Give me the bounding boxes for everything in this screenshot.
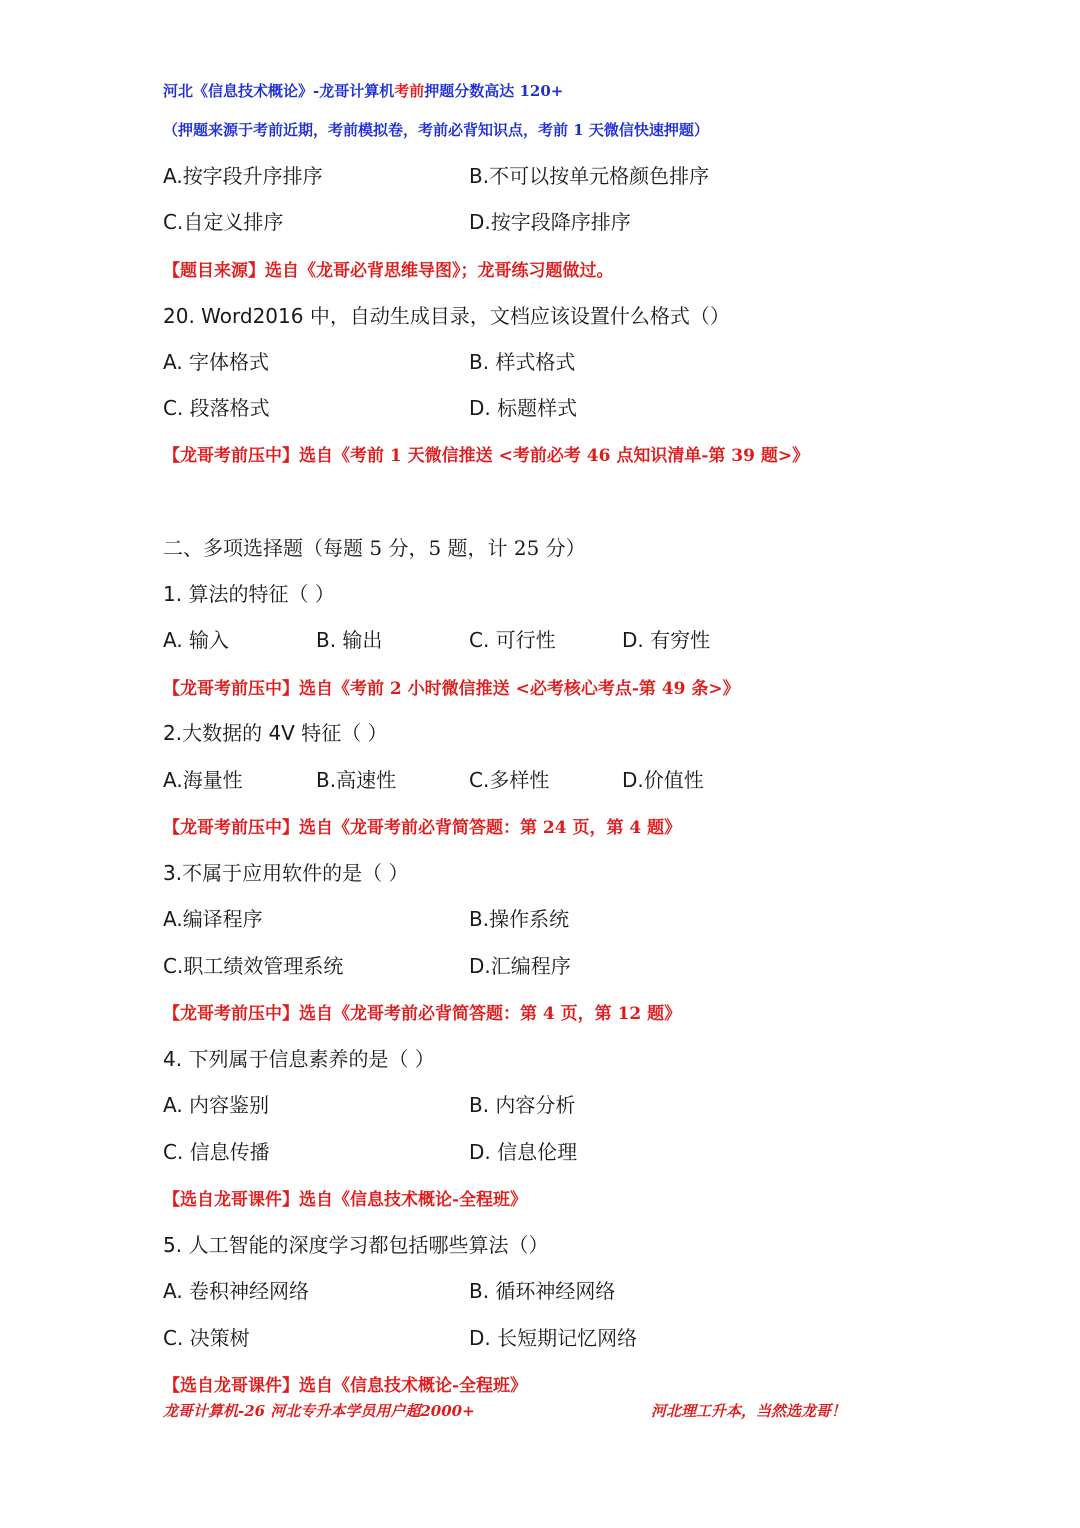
mc-q1-option-d: D. 有穷性: [622, 628, 711, 652]
mc-q3-options-row-2: [163, 950, 923, 980]
mc-q3-options-row-1: [163, 903, 923, 933]
mc-q2-question: 2.大数据的 4V 特征（ ）: [163, 721, 388, 745]
page-header-subtitle: （押题来源于考前近期，考前模拟卷，考前必背知识点，考前 1 天微信快速押题）: [163, 121, 709, 139]
mc-q3-option-a: A.编译程序: [163, 907, 263, 931]
q19-options-row-1: [163, 160, 923, 190]
q20-options-row-1: [163, 346, 923, 376]
mc-q4-option-c: C. 信息传播: [163, 1140, 270, 1164]
mc-q5-source-note: 【选自龙哥课件】选自《信息技术概论-全程班》: [163, 1376, 528, 1396]
header-title-part2: 考前: [394, 82, 425, 100]
header-title-part3: 押题分数高达 120+: [424, 82, 564, 100]
q20-options-row-2: [163, 392, 923, 422]
mc-q2-source-note: 【龙哥考前压中】选自《龙哥考前必背简答题：第 24 页，第 4 题》: [163, 818, 682, 838]
mc-q5-question: 5. 人工智能的深度学习都包括哪些算法（）: [163, 1233, 549, 1257]
q20-option-c: C. 段落格式: [163, 396, 270, 420]
mc-q2-options-row: [163, 764, 923, 794]
mc-q5-option-c: C. 决策树: [163, 1326, 250, 1350]
q19-option-a: A.按字段升序排序: [163, 164, 323, 188]
q20-option-b: B. 样式格式: [469, 350, 576, 374]
mc-q1-question: 1. 算法的特征（ ）: [163, 582, 335, 606]
mc-q1-option-b: B. 输出: [316, 628, 383, 652]
q19-source-note: 【题目来源】选自《龙哥必背思维导图》；龙哥练习题做过。: [163, 261, 614, 281]
q20-option-a: A. 字体格式: [163, 350, 270, 374]
mc-q5-option-b: B. 循环神经网络: [469, 1279, 616, 1303]
mc-q2-option-b: B.高速性: [316, 768, 397, 792]
q19-options-row-2: [163, 206, 923, 236]
mc-q3-option-b: B.操作系统: [469, 907, 570, 931]
mc-q5-option-d: D. 长短期记忆网络: [469, 1326, 638, 1350]
mc-q3-question: 3.不属于应用软件的是（ ）: [163, 861, 409, 885]
mc-q4-options-row-1: [163, 1089, 923, 1119]
mc-q1-option-a: A. 输入: [163, 628, 230, 652]
header-title-part1: 河北《信息技术概论》-龙哥计算机: [163, 82, 395, 100]
footer-left: 龙哥计算机-26 河北专升本学员用户超2000+: [163, 1402, 475, 1420]
page-header-title: [163, 80, 563, 101]
mc-q5-options-row-1: [163, 1275, 923, 1305]
mc-q4-option-a: A. 内容鉴别: [163, 1093, 270, 1117]
mc-q4-source-note: 【选自龙哥课件】选自《信息技术概论-全程班》: [163, 1190, 528, 1210]
mc-q1-source-note: 【龙哥考前压中】选自《考前 2 小时微信推送 <必考核心考点-第 49 条>》: [163, 679, 740, 699]
mc-q3-option-d: D.汇编程序: [469, 954, 571, 978]
mc-q4-options-row-2: [163, 1136, 923, 1166]
mc-q1-option-c: C. 可行性: [469, 628, 556, 652]
mc-q3-source-note: 【龙哥考前压中】选自《龙哥考前必背简答题：第 4 页，第 12 题》: [163, 1004, 682, 1024]
q19-option-c: C.自定义排序: [163, 210, 284, 234]
q20-question: 20. Word2016 中，自动生成目录，文档应该设置什么格式（）: [163, 304, 730, 328]
mc-q4-question: 4. 下列属于信息素养的是（ ）: [163, 1047, 435, 1071]
footer-right: 河北理工升本，当然选龙哥！: [651, 1402, 847, 1420]
section2-title: 二、多项选择题（每题 5 分，5 题，计 25 分）: [163, 536, 586, 560]
mc-q3-option-c: C.职工绩效管理系统: [163, 954, 344, 978]
q19-option-b: B.不可以按单元格颜色排序: [469, 164, 710, 188]
mc-q2-option-d: D.价值性: [622, 768, 704, 792]
mc-q2-option-a: A.海量性: [163, 768, 243, 792]
q20-option-d: D. 标题样式: [469, 396, 578, 420]
mc-q4-option-b: B. 内容分析: [469, 1093, 576, 1117]
q19-option-d: D.按字段降序排序: [469, 210, 631, 234]
mc-q2-option-c: C.多样性: [469, 768, 550, 792]
mc-q1-options-row: [163, 624, 923, 654]
mc-q5-options-row-2: [163, 1322, 923, 1352]
mc-q5-option-a: A. 卷积神经网络: [163, 1279, 310, 1303]
q20-source-note: 【龙哥考前压中】选自《考前 1 天微信推送 <考前必考 46 点知识清单-第 39 题>》: [163, 446, 810, 466]
mc-q4-option-d: D. 信息伦理: [469, 1140, 578, 1164]
